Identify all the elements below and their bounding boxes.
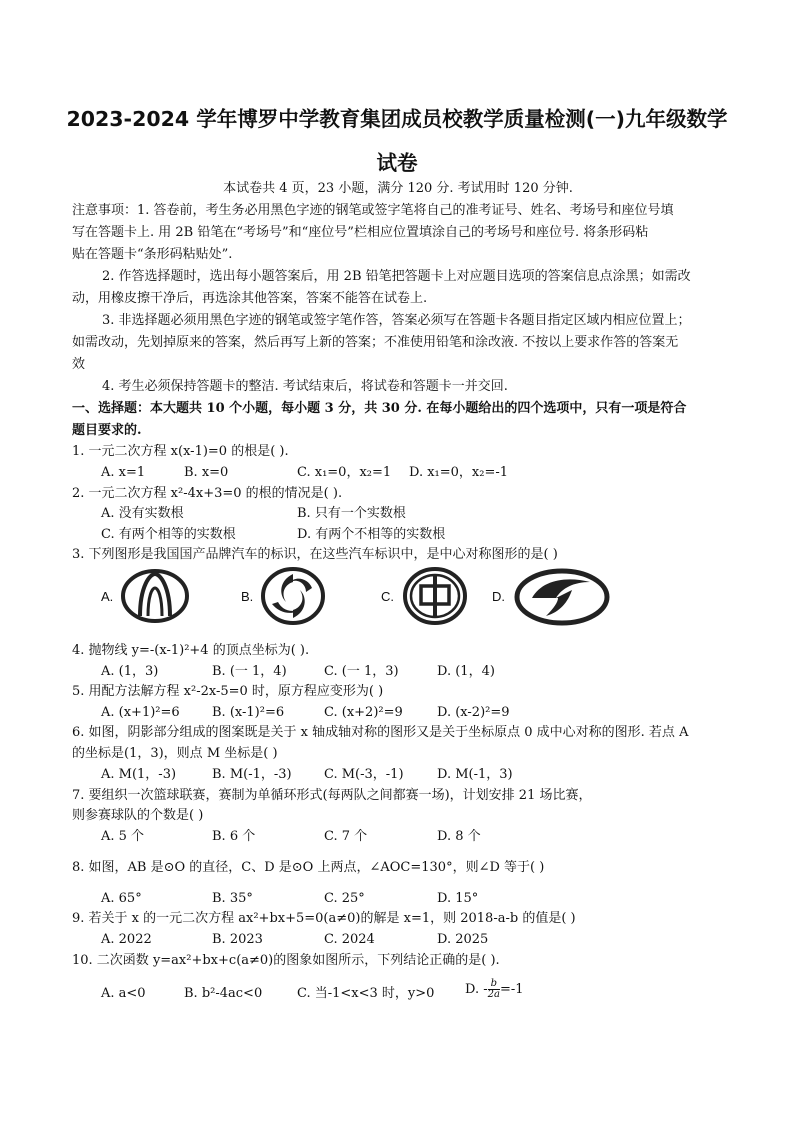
q8-option-b: B. 35° [212, 891, 253, 906]
q3-option-a: A. [101, 589, 114, 604]
q4-option-b: B. (一 1，4) [212, 664, 287, 679]
q4-option-d: D. (1，4) [437, 664, 495, 679]
section1-heading-line1: 一、选择题：本大题共 10 个小题，每小题 3 分，共 30 分. 在每小题给出的四个选项中，只有一项是符合 [72, 401, 687, 416]
q4-option-c: C. (一 1，3) [324, 664, 399, 679]
note-2-line1: 2. 作答选择题时，选出每小题答案后，用 2B 铅笔把答题卡上对应题目选项的答案信息点涂黑；如需改 [102, 269, 691, 284]
q5-option-b: B. (x-1)²=6 [212, 705, 285, 720]
q8-option-d: D. 15° [437, 891, 479, 906]
q7-stem-line2: 则参赛球队的个数是( ) [72, 808, 204, 823]
q5-option-c: C. (x+2)²=9 [324, 705, 403, 720]
q4-option-a: A. (1，3) [101, 664, 159, 679]
note-1-line1: 注意事项：1. 答卷前，考生务必用黑色字迹的钢笔或签字笔将自己的准考证号、姓名、考场号和座位号填 [72, 203, 674, 218]
q3-option-c: C. [381, 589, 394, 604]
q6-stem-line2: 的坐标是(1，3)，则点 M 坐标是( ) [72, 746, 278, 761]
q8-option-c: C. 25° [324, 891, 365, 906]
q6-option-a: A. M(1，-3) [101, 767, 177, 782]
note-4: 4. 考生必须保持答题卡的整洁. 考试结束后，将试卷和答题卡一并交回. [102, 379, 508, 394]
section1-heading-line2: 题目要求的. [72, 423, 142, 438]
q2-option-b: B. 只有一个实数根 [297, 506, 406, 521]
q10-stem: 10. 二次函数 y=ax²+bx+c(a≠0)的图象如图所示，下列结论正确的是( ). [72, 953, 500, 968]
note-2-line2: 动，用橡皮擦干净后，再选涂其他答案，答案不能答在试卷上. [72, 291, 428, 306]
q7-option-a: A. 5 个 [101, 829, 145, 844]
q1-option-d: D. x₁=0，x₂=-1 [409, 465, 509, 480]
q3-stem: 3. 下列图形是我国国产品牌汽车的标识，在这些汽车标识中，是中心对称图形的是( ) [72, 547, 558, 562]
exam-info: 本试卷共 4 页，23 小题，满分 120 分. 考试用时 120 分钟. [223, 181, 573, 196]
q10-option-d-prefix: D. - [465, 982, 488, 997]
car-logo-a-image [120, 566, 190, 626]
q2-stem: 2. 一元二次方程 x²-4x+3=0 的根的情况是( ). [72, 486, 343, 501]
car-logo-b-image [260, 566, 326, 626]
note-1-line3: 贴在答题卡“条形码粘贴处”. [72, 247, 233, 262]
q1-option-a: A. x=1 [101, 465, 146, 480]
q9-stem: 9. 若关于 x 的一元二次方程 ax²+bx+5=0(a≠0)的解是 x=1，则 2018-a-b 的值是( ) [72, 911, 576, 926]
exam-title-line1: 2023-2024 学年博罗中学教育集团成员校教学质量检测(一)九年级数学 [66, 107, 728, 131]
q1-option-b: B. x=0 [184, 465, 229, 480]
q9-option-d: D. 2025 [437, 932, 489, 947]
q2-option-d: D. 有两个不相等的实数根 [297, 527, 446, 542]
q10-option-d-denominator: 2a [487, 989, 500, 1000]
q10-option-d [465, 979, 524, 1000]
q6-option-b: B. M(-1，-3) [212, 767, 292, 782]
q7-option-c: C. 7 个 [324, 829, 368, 844]
exam-title-line2: 试卷 [376, 151, 418, 175]
q3-option-d: D. [492, 589, 505, 604]
q9-option-b: B. 2023 [212, 932, 263, 947]
q1-stem: 1. 一元二次方程 x(x-1)=0 的根是( ). [72, 444, 289, 459]
q3-option-b: B. [241, 589, 254, 604]
car-logo-c-image [402, 566, 468, 626]
q5-option-a: A. (x+1)²=6 [101, 705, 180, 720]
q2-option-a: A. 没有实数根 [101, 506, 184, 521]
q4-stem: 4. 抛物线 y=-(x-1)²+4 的顶点坐标为( ). [72, 643, 310, 658]
q6-option-d: D. M(-1，3) [437, 767, 513, 782]
q10-option-d-numerator: b [488, 979, 500, 990]
q7-option-d: D. 8 个 [437, 829, 481, 844]
q9-option-c: C. 2024 [324, 932, 375, 947]
q7-option-b: B. 6 个 [212, 829, 256, 844]
q7-stem-line1: 7. 要组织一次篮球联赛，赛制为单循环形式(每两队之间都赛一场)，计划安排 21 场比赛， [72, 788, 592, 803]
note-3-line3: 效 [72, 357, 86, 372]
q10-option-c: C. 当-1<x<3 时，y>0 [297, 986, 435, 1001]
q2-option-c: C. 有两个相等的实数根 [101, 527, 236, 542]
q10-option-a: A. a<0 [101, 986, 146, 1001]
note-3-line1: 3. 非选择题必须用黑色字迹的钢笔或签字笔作答，答案必须写在答题卡各题目指定区域内相应位置上； [102, 313, 691, 328]
car-logo-d-image [514, 568, 610, 626]
q5-stem: 5. 用配方法解方程 x²-2x-5=0 时，原方程应变形为( ) [72, 684, 384, 699]
q1-option-c: C. x₁=0，x₂=1 [297, 465, 392, 480]
q6-option-c: C. M(-3，-1) [324, 767, 404, 782]
note-1-line2: 写在答题卡上. 用 2B 铅笔在“考场号”和“座位号”栏相应位置填涂自己的考场号和座位号. 将条形码粘 [72, 225, 649, 240]
q6-stem-line1: 6. 如图，阴影部分组成的图案既是关于 x 轴成轴对称的图形又是关于坐标原点 0 成中心对称的图形. 若点 A [72, 725, 689, 740]
note-3-line2: 如需改动，先划掉原来的答案，然后再写上新的答案；不准使用铅笔和涂改液. 不按以上要求作答的答案无 [72, 335, 679, 350]
q5-option-d: D. (x-2)²=9 [437, 705, 510, 720]
q8-option-a: A. 65° [101, 891, 142, 906]
q10-option-d-suffix: =-1 [499, 982, 524, 997]
q8-stem: 8. 如图，AB 是⊙O 的直径，C、D 是⊙O 上两点，∠AOC=130°，则∠D 等于( ) [72, 860, 545, 875]
q10-option-b: B. b²-4ac<0 [184, 986, 263, 1001]
q10-option-d-fraction [488, 979, 500, 1000]
q9-option-a: A. 2022 [101, 932, 152, 947]
